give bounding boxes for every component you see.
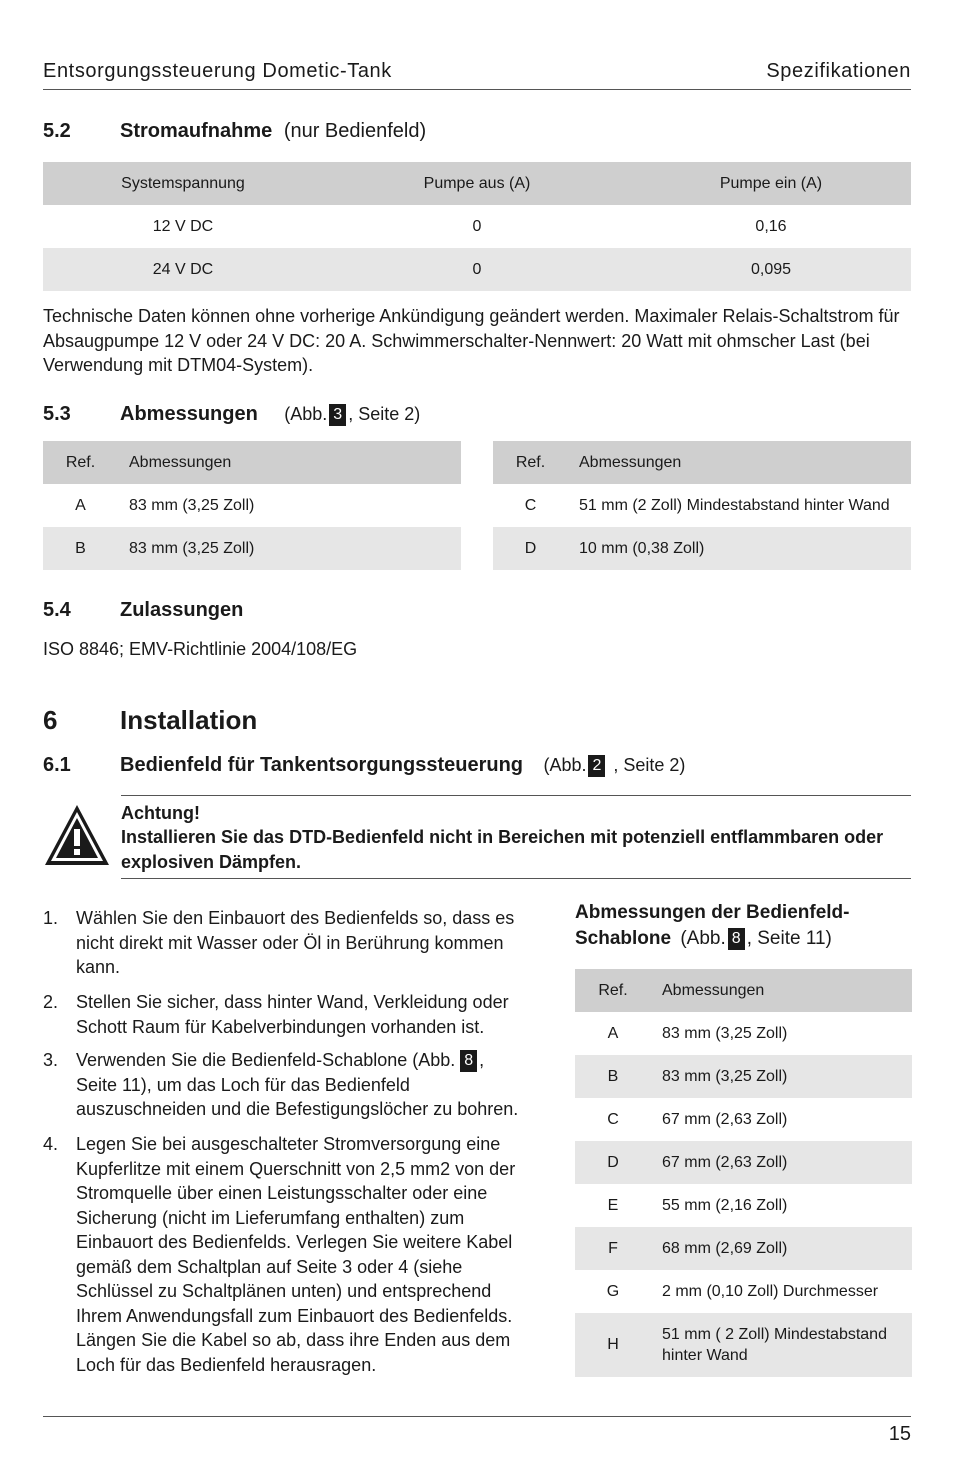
section-title: Bedienfeld für Tankentsorgungssteuerung: [120, 754, 523, 776]
specs-note: Technische Daten können ohne vorherige Ankündigung geändert werden. Maximaler Relais-Schaltstrom für Absaugpumpe 12 V oder 24 V DC: 20 A. Schwimmerschalter-Nennwert: 20 Watt mit ohmscher Last (bei Verwendung mit DTM04-System).: [43, 306, 900, 375]
figure-ref: (Abb.: [543, 755, 587, 775]
warning-icon: [43, 803, 111, 867]
page-number: 15: [888, 1423, 911, 1445]
col-header: Systemspannung: [43, 162, 323, 205]
table-cell: 83 mm (3,25 Zoll): [662, 1024, 788, 1042]
step-number: 2.: [43, 992, 59, 1012]
col-header: Abmessungen: [651, 969, 912, 1012]
current-table: [43, 162, 911, 291]
table-cell: B: [43, 527, 118, 570]
table-cell: A: [607, 1024, 619, 1042]
table-cell: A: [75, 496, 86, 514]
step-text-part: , Seite 11), um das Loch für das Bedienfeld auszuschneiden und die Befestigungslöcher zu bohren.: [76, 1050, 519, 1119]
section-title: Stromaufnahme: [120, 120, 273, 142]
table-cell: 12 V DC: [152, 217, 214, 235]
page-ref: , Seite 2): [613, 755, 686, 775]
col-header: Abmessungen: [118, 441, 461, 484]
col-header: Ref.: [43, 441, 118, 484]
table-cell: 10 mm (0,38 Zoll): [568, 527, 911, 570]
dimensions-table-left: [43, 441, 461, 570]
table-row: [575, 1313, 912, 1377]
table-row: [575, 1227, 912, 1270]
col-header: Ref.: [575, 969, 651, 1012]
step-number: 3.: [43, 1050, 59, 1070]
table-cell: B: [575, 1055, 651, 1098]
table-cell: 0: [472, 217, 482, 235]
section-title: Zulassungen: [120, 599, 244, 621]
header-section: Spezifikationen: [766, 60, 911, 82]
table-cell: D: [575, 1141, 651, 1184]
step-text-part: Verwenden Sie die Bedienfeld-Schablone (Abb.: [76, 1050, 456, 1070]
table-row: [493, 527, 911, 570]
figure-number-box: 2: [588, 755, 605, 777]
table-row: [575, 1270, 912, 1313]
section-number: 6.1: [43, 754, 71, 776]
table-row: [575, 1141, 912, 1184]
step-text: Stellen Sie sicher, dass hinter Wand, Verkleidung oder Schott Raum für Kabelverbindungen vorhanden ist.: [76, 992, 509, 1037]
table-cell: D: [493, 527, 568, 570]
col-header: Abmessungen: [568, 441, 911, 484]
header-title: Entsorgungssteuerung Dometic-Tank: [43, 60, 392, 82]
table-cell: F: [575, 1227, 651, 1270]
section-number: 5.2: [43, 120, 71, 142]
table-row: [493, 484, 911, 527]
warning-title: Achtung!: [121, 803, 200, 823]
table-cell: C: [607, 1110, 619, 1128]
template-dimensions-table: [575, 969, 912, 1377]
table-cell: 24 V DC: [43, 248, 323, 291]
col-header: Ref.: [493, 441, 568, 484]
figure-number-box: 3: [329, 404, 346, 426]
page-ref: , Seite 11): [746, 928, 832, 949]
table-cell: E: [607, 1196, 619, 1214]
table-cell: 83 mm (3,25 Zoll): [129, 496, 255, 514]
approvals-text: ISO 8846; EMV-Richtlinie 2004/108/EG: [43, 639, 358, 659]
section-title-wrap: [120, 120, 426, 143]
col-header: Pumpe aus (A): [323, 162, 631, 205]
step-text: Legen Sie bei ausgeschalteter Stromversorgung eine Kupferlitze mit einem Querschnitt von 2,5 mm2 von der Stromquelle über einen Leistungsschalter oder eine Sicherung (nicht im Lieferumfang enthalten) zum Einbauort des Bedienfelds. Verlegen Sie weitere Kabel gemäß dem Schaltplan auf Seite 3 oder 4 (siehe Schlüssel zu Schaltplänen unten) und entsprechend Ihrem Anwendungsfall zum Einbauort des Bedienfelds. Längen Sie die Kabel so ab, dass ihre Enden aus dem Loch für das Bedienfeld herausragen.: [76, 1134, 516, 1375]
footer-rule: [43, 1416, 911, 1417]
section-title: Abmessungen: [120, 403, 258, 425]
step-text: Wählen Sie den Einbauort des Bedienfelds so, dass es nicht direkt mit Wasser oder Öl in Berührung kommen kann.: [76, 908, 515, 977]
table-row: [575, 1055, 912, 1098]
figure-ref: (Abb.: [680, 928, 726, 949]
chapter-number: 6: [43, 705, 58, 735]
section-5-3-heading: [43, 403, 71, 426]
section-number: 5.3: [43, 403, 71, 425]
template-title: Abmessungen der Bedienfeld-Schablone: [575, 902, 850, 949]
table-cell: 55 mm (2,16 Zoll): [662, 1196, 788, 1214]
section-suffix: (nur Bedienfeld): [283, 120, 427, 142]
table-cell: 0,095: [631, 248, 911, 291]
figure-number-box: 8: [460, 1050, 477, 1072]
figure-ref: (Abb.: [284, 404, 328, 424]
table-row: [575, 1012, 912, 1055]
col-header: Pumpe ein (A): [631, 162, 911, 205]
table-cell: 2 mm (0,10 Zoll) Durchmesser: [662, 1282, 879, 1300]
figure-number-box: 8: [728, 928, 745, 950]
section-6-1-title: [120, 754, 685, 777]
chapter-title: Installation: [120, 705, 258, 735]
table-row: [575, 1184, 912, 1227]
table-row: [43, 205, 911, 248]
table-cell: 83 mm (3,25 Zoll): [118, 527, 461, 570]
warning-text: Installieren Sie das DTD-Bedienfeld nicht in Bereichen mit potenziell entflammbaren oder explosiven Dämpfen.: [121, 827, 884, 872]
table-cell: 83 mm (3,25 Zoll): [651, 1055, 912, 1098]
warning-rule-bottom: [121, 878, 911, 879]
template-heading: [575, 900, 911, 952]
step-number: 4.: [43, 1134, 59, 1154]
table-row: [43, 527, 461, 570]
step-number: 1.: [43, 908, 59, 928]
table-cell: C: [524, 496, 537, 514]
table-cell: 51 mm (2 Zoll) Mindestabstand hinter Wand: [579, 496, 890, 514]
table-row: [575, 1098, 912, 1141]
warning-rule-top: [121, 795, 911, 796]
section-5-2-heading: [43, 120, 427, 143]
table-cell: 67 mm (2,63 Zoll): [662, 1110, 788, 1128]
dimensions-table-right: [493, 441, 911, 570]
table-cell: 0,16: [755, 217, 787, 235]
table-cell: 68 mm (2,69 Zoll): [651, 1227, 912, 1270]
table-cell: 51 mm ( 2 Zoll) Mindestabstand hinter Wand: [651, 1313, 912, 1377]
table-cell: 67 mm (2,63 Zoll): [651, 1141, 912, 1184]
table-row: [43, 248, 911, 291]
step-text: [76, 1048, 526, 1122]
table-cell: H: [575, 1313, 651, 1377]
section-5-3-title: [120, 403, 420, 426]
section-number: 5.4: [43, 599, 71, 621]
page-ref: , Seite 2): [348, 404, 421, 424]
table-cell: G: [606, 1282, 620, 1300]
table-row: [43, 484, 461, 527]
table-cell: 0: [323, 248, 631, 291]
header-rule: [43, 89, 911, 90]
